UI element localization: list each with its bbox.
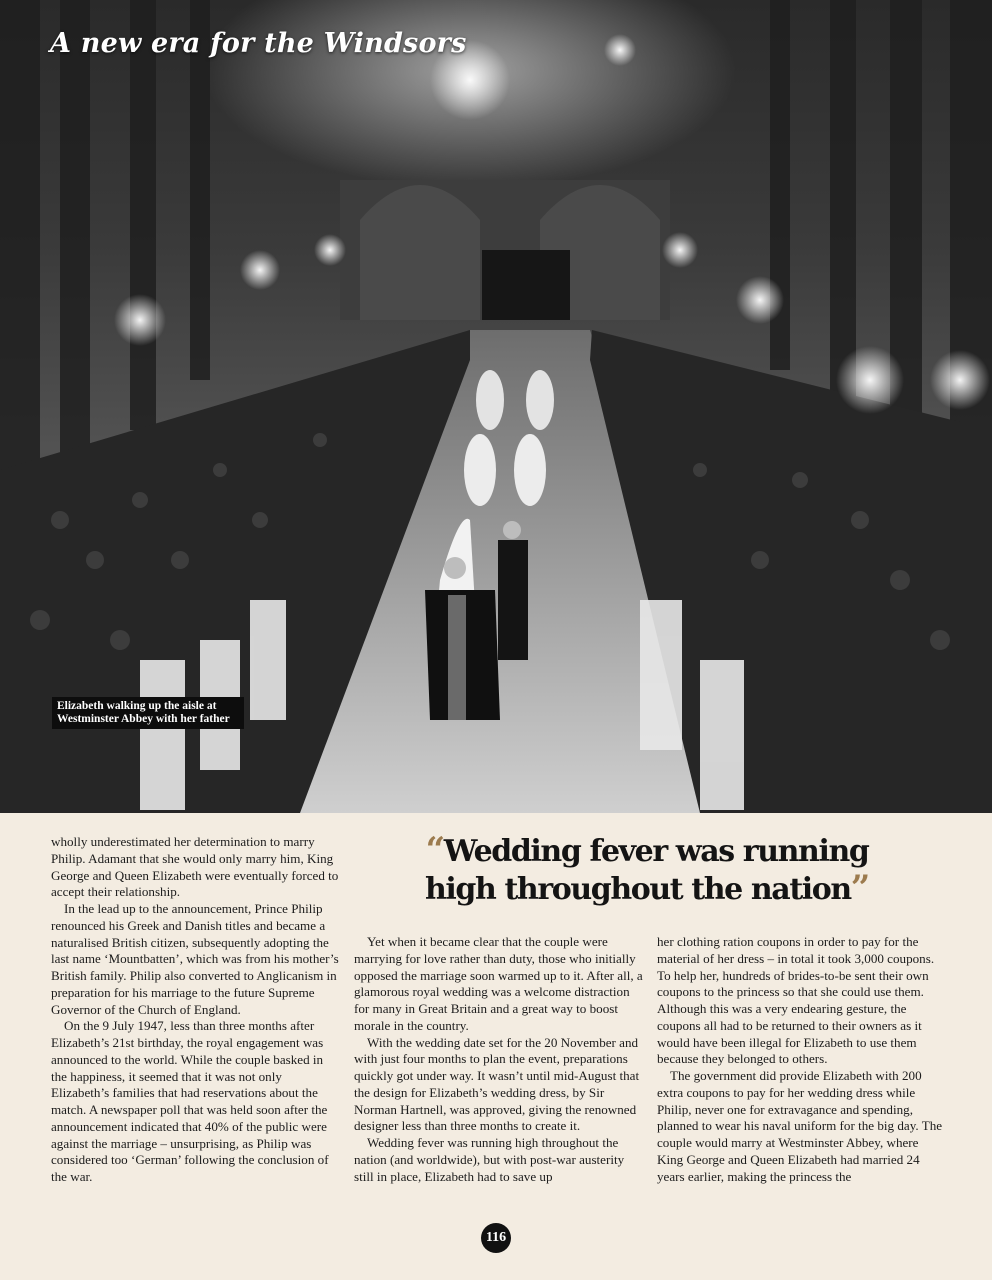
close-quote-mark: ” (850, 868, 869, 908)
pull-quote (402, 832, 892, 908)
page-number: 116 (481, 1223, 511, 1253)
paragraph: With the wedding date set for the 20 November and with just four months to plan the event, preparations quickly got under way. It wasn’t until mid-August that the design for Elizabeth’s wedding dress, by Sir Norman Hartnell, was approved, giving the renowned designer less than three months to create it. (354, 1034, 640, 1134)
paragraph: her clothing ration coupons in order to pay for the material of her dress – in total it took 3,000 coupons. To help her, hundreds of brides-to-be sent their own coupons to the princess so that she could use them. Although this was a very endearing gesture, the coupons all had to be returned to their owners as it would have been illegal for Elizabeth to use them because they belonged to others. (657, 934, 935, 1067)
section-title: A new era for the Windsors (50, 28, 467, 59)
text-column-1 (51, 834, 341, 1186)
paragraph: On the 9 July 1947, less than three months after Elizabeth’s 21st birthday, the royal engagement was announced to the world. While the couple basked in the happiness, it seemed that it was not only Elizabeth’s families that had reservations about the match. A newspaper poll that was held soon after the announcement indicated that 40% of the public were against the marriage – unsurprising, as Philip was considered too ‘German’ following the conclusion of the war. (51, 1018, 329, 1184)
paragraph: The government did provide Elizabeth with 200 extra coupons to pay for her wedding dress while Philip, never one for extravagance and spending, planned to wear his naval uniform for the big day. The couple would marry at Westminster Abbey, where King George and Queen Elizabeth had married 24 years earlier, making the princess the (657, 1068, 943, 1184)
open-quote-mark: “ (425, 830, 444, 870)
photo-caption: Elizabeth walking up the aisle at Westminster Abbey with her father (52, 697, 244, 729)
paragraph: In the lead up to the announcement, Prince Philip renounced his Greek and Danish titles and became a naturalised British citizen, subsequently adopting the last name ‘Mountbatten’, which was from his mother’s British family. Philip also converted to Anglicanism in preparation for his marriage to the future Supreme Governor of the Church of England. (51, 901, 339, 1017)
pull-quote-text: Wedding fever was running high throughout the nation (425, 834, 869, 907)
text-column-2 (354, 934, 644, 1185)
paragraph: wholly underestimated her determination to marry Philip. Adamant that she would only marry him, King George and Queen Elizabeth were eventually forced to accept their relationship. (51, 834, 339, 900)
text-column-3 (657, 934, 947, 1185)
paragraph: Yet when it became clear that the couple were marrying for love rather than duty, those who initially opposed the marriage soon warmed up to it. After all, a glamorous royal wedding was a welcome distraction for many in Great Britain and a great way to boost morale in the country. (354, 934, 643, 1033)
paragraph: Wedding fever was running high throughout the nation (and worldwide), but with post-war austerity still in place, Elizabeth had to save up (354, 1135, 625, 1184)
